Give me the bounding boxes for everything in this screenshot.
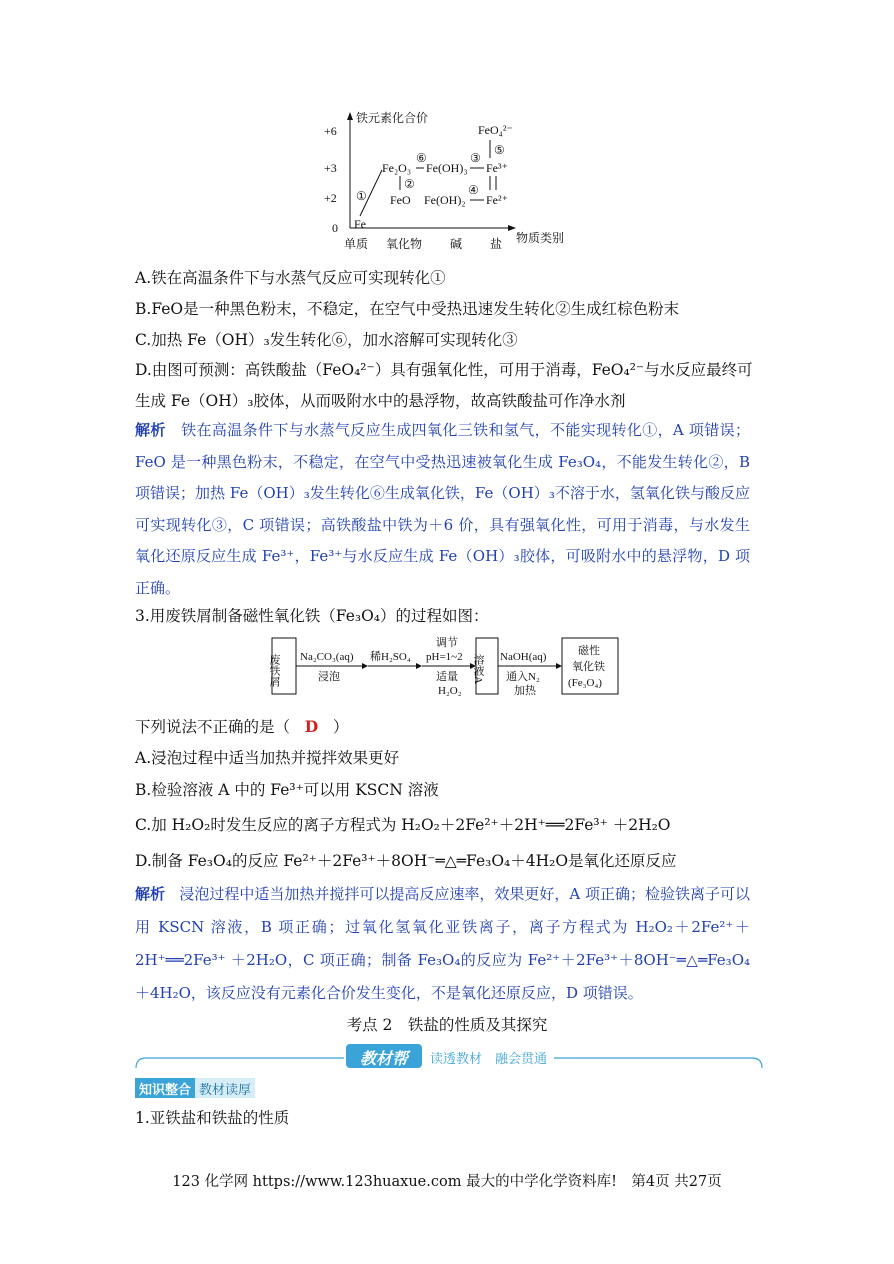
- flow-label: NaOH(aq): [500, 651, 547, 663]
- q3-option-b: B.检验溶液 A 中的 Fe³⁺可以用 KSCN 溶液: [135, 781, 439, 799]
- flow-label: 通入N₂: [506, 671, 540, 683]
- q3-option-d: D.制备 Fe₃O₄的反应 Fe²⁺＋2Fe³⁺＋8OH⁻═△═Fe₃O₄＋4H₂O是氧化还原反应: [135, 852, 677, 870]
- flow-label: 稀H₂SO₄: [370, 651, 411, 663]
- q2-option-d-line2: 生成 Fe（OH）₃胶体，从而吸附水中的悬浮物，故高铁酸盐可作净水剂: [135, 392, 626, 410]
- flow-label: 浸泡: [318, 671, 340, 683]
- x-category: 碱: [450, 237, 463, 251]
- q2-option-c: C.加热 Fe（OH）₃发生转化⑥，加水溶解可实现转化③: [135, 331, 518, 349]
- x-category: 单质: [344, 237, 369, 251]
- y-axis-title: 铁元素化合价: [356, 111, 429, 125]
- explanation-text: 铁在高温条件下与水蒸气反应生成四氧化三铁和氢气，不能实现转化①，A 项错误；FeO 是一种黑色粉末，不稳定，在空气中受热迅速被氧化生成 Fe₃O₄，不能发生转化②，B 项错误；加热 Fe（OH）₃发生转化⑥生成氧化铁，Fe（OH）₃不溶于水，氢氧化铁与酸反应可实现转化③，C 项错误；高铁酸盐中铁为＋6 价，具有强氧化性，可用于消毒，与水发生氧化还原反应生成 Fe³⁺，Fe³⁺与水反应生成 Fe（OH）₃胶体，可吸附水中的悬浮物，D 项正确。: [135, 421, 751, 597]
- q3-option-c: C.加 H₂O₂时发生反应的离子方程式为 H₂O₂＋2Fe²⁺＋2H⁺══2Fe³⁺ ＋2H₂O: [135, 816, 671, 834]
- banner-title: 教材帮: [359, 1049, 408, 1068]
- q3-option-a: A.浸泡过程中适当加热并搅拌效果更好: [135, 749, 400, 767]
- marker: ②: [404, 177, 415, 191]
- x-category: 盐: [490, 237, 503, 251]
- marker: ⑤: [494, 143, 505, 157]
- marker: ④: [468, 183, 479, 197]
- species-fe3: Fe³⁺: [486, 161, 508, 175]
- species-feo4: FeO₄²⁻: [478, 123, 513, 137]
- x-axis-title: 物质类别: [516, 231, 565, 245]
- flow-label: 调节: [436, 637, 458, 649]
- marker: ①: [356, 189, 367, 203]
- q2-explanation: [135, 415, 750, 604]
- x-category: 氧化物: [386, 237, 423, 251]
- y-tick: 0: [332, 221, 338, 235]
- flow-box-3: 氧化铁: [572, 661, 605, 673]
- tag-primary: 知识整合: [135, 1078, 195, 1098]
- tag-secondary: 教材读厚: [195, 1078, 255, 1098]
- knowledge-tag: [135, 1078, 255, 1098]
- flow-label: 适量: [436, 671, 458, 683]
- explanation-label: 解析: [135, 885, 166, 903]
- marker: ③: [470, 151, 481, 165]
- banner-subtitle: 读透教材 融会贯通: [430, 1052, 548, 1067]
- species-feoh3: Fe(OH)₃: [426, 161, 468, 175]
- section-heading: 考点 2 铁盐的性质及其探究: [346, 1016, 548, 1034]
- species-feoh2: Fe(OH)₂: [424, 193, 466, 207]
- explanation-label: 解析: [135, 421, 166, 439]
- species-fe2o3: Fe₂O₃: [382, 161, 412, 175]
- page-footer: 123 化学网 https://www.123huaxue.com 最大的中学化学资料库! 第4页 共27页: [172, 1174, 722, 1190]
- species-fe2: Fe²⁺: [486, 193, 508, 207]
- valence-diagram: [320, 110, 580, 255]
- q3-stem: 3.用废铁屑制备磁性氧化铁（Fe₃O₄）的过程如图：: [135, 607, 489, 625]
- flow-box-2: 溶液A: [472, 654, 484, 684]
- process-flowchart: [270, 634, 630, 700]
- flow-label: pH=1~2: [426, 651, 463, 663]
- y-tick: +6: [324, 124, 337, 138]
- flow-box-3: 磁性: [578, 645, 600, 657]
- y-tick: +2: [324, 191, 337, 205]
- flow-label: Na₂CO₃(aq): [300, 651, 354, 663]
- q2-option-d-line1: D.由图可预测：高铁酸盐（FeO₄²⁻）具有强氧化性，可用于消毒，FeO₄²⁻与水反应最终可: [135, 361, 753, 379]
- subsection-item: 1.亚铁盐和铁盐的性质: [135, 1109, 290, 1127]
- explanation-text: 浸泡过程中适当加热并搅拌可以提高反应速率，效果更好，A 项正确；检验铁离子可以用 KSCN 溶液，B 项正确；过氧化氢氧化亚铁离子，离子方程式为 H₂O₂＋2Fe²⁺＋2H⁺══2Fe³⁺ ＋2H₂O，C 项正确；制备 Fe₃O₄的反应为 Fe²⁺＋2Fe³⁺＋8OH⁻═△═Fe₃O₄＋4H₂O，该反应没有元素化合价发生变化，不是氧化还原反应，D 项错误。: [135, 885, 750, 1002]
- marker: ⑥: [416, 151, 427, 165]
- species-fe: Fe: [354, 217, 366, 231]
- flow-label: H₂O₂: [438, 685, 462, 697]
- species-feo: FeO: [390, 193, 411, 207]
- flow-box-1: 废铁屑: [268, 654, 280, 687]
- q3-explanation: [135, 878, 750, 1010]
- y-tick: +3: [324, 161, 337, 175]
- q2-option-b: B.FeO是一种黑色粉末，不稳定，在空气中受热迅速发生转化②生成红棕色粉末: [135, 300, 680, 318]
- q3-question: 下列说法不正确的是（ D ）: [135, 717, 349, 736]
- flow-label: 加热: [514, 685, 536, 697]
- flow-box-3: (Fe₃O₄): [568, 677, 602, 689]
- q2-option-a: A.铁在高温条件下与水蒸气反应可实现转化①: [135, 269, 446, 287]
- answer: D: [304, 717, 319, 736]
